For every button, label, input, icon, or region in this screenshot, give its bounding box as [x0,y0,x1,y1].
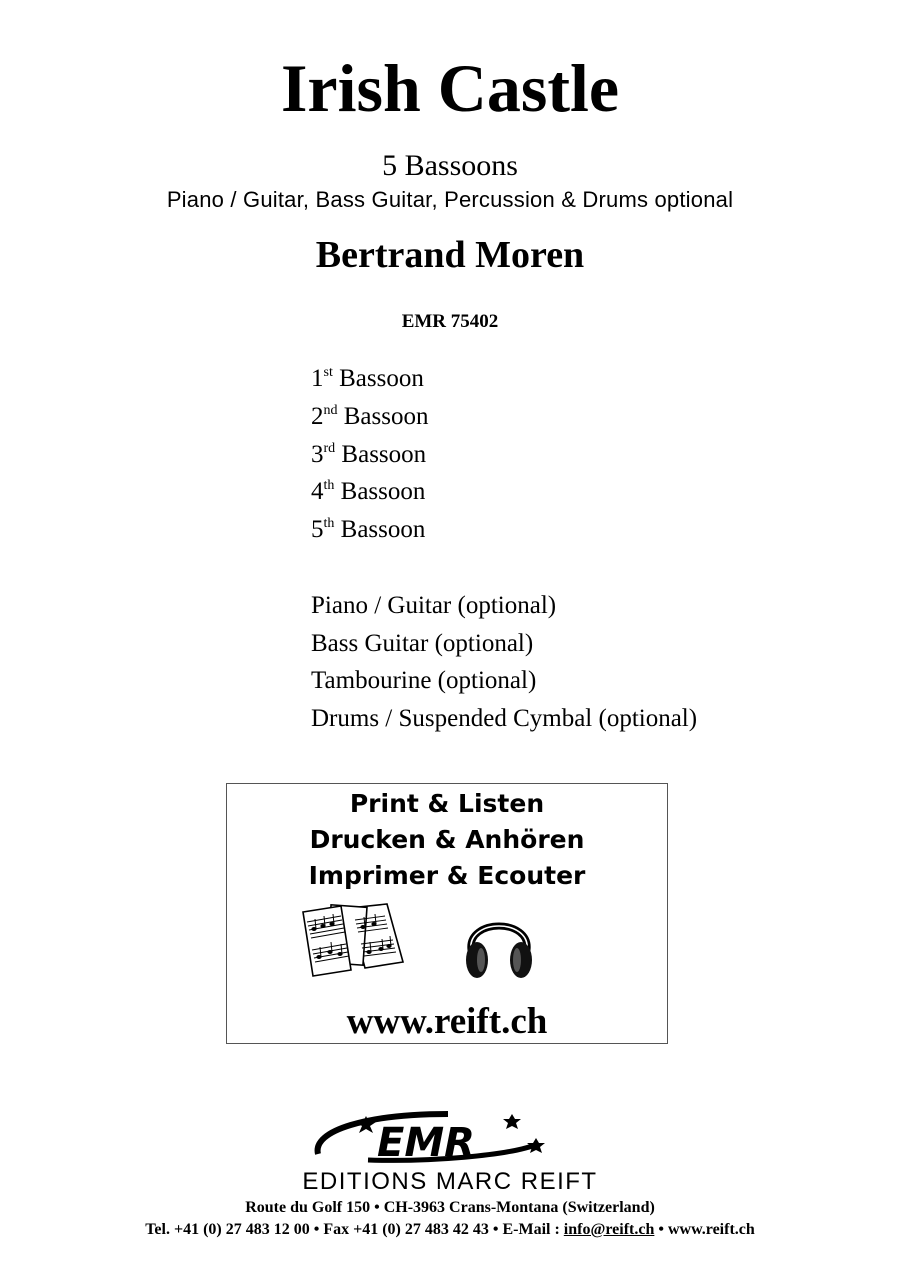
promo-line-german: Drucken & Anhören [309,825,585,854]
instrument-list [311,360,697,738]
catalog-number: EMR 75402 [401,311,499,332]
instrumentation-subtitle: 5 Bassoons [382,149,518,182]
list-item: 4th Bassoon [311,478,426,506]
list-item: Bass Guitar (optional) [311,629,534,657]
emr-logo [308,1108,548,1166]
page-title: Irish Castle [280,50,620,126]
list-item: 3rd Bassoon [311,440,427,468]
publisher-name: EDITIONS MARC REIFT [302,1168,598,1195]
list-item: Drums / Suspended Cymbal (optional) [311,705,698,733]
list-item: 1st Bassoon [311,365,424,392]
list-item: 5th Bassoon [311,516,426,544]
composer-name: Bertrand Moren [315,234,585,276]
promo-line-english: Print & Listen [349,789,545,818]
headphones-icon [463,904,535,982]
publisher-contact: Tel. +41 (0) 27 483 12 00 • Fax +41 (0) 27 483 42 43 • E-Mail : info@reift.ch • www.reift.ch [145,1221,755,1238]
publisher-address: Route du Golf 150 • CH-3963 Crans-Montana (Switzerland) [245,1199,655,1216]
list-item: Piano / Guitar (optional) [311,591,557,619]
list-spacer [311,549,697,587]
emr-logo-text: EMR [377,1120,475,1166]
optional-instruments-line: Piano / Guitar, Bass Guitar, Percussion & Drums optional [166,187,734,212]
email-link[interactable]: info@reift.ch [563,1221,655,1238]
promo-line-french: Imprimer & Ecouter [308,861,586,890]
website-link[interactable]: • www.reift.ch [654,1221,755,1238]
promo-website-link[interactable]: www.reift.ch [346,1001,548,1042]
list-item: Tambourine (optional) [311,667,537,695]
print-listen-box [226,783,668,1044]
list-item: 2nd Bassoon [311,402,429,430]
sheet-music-icon [299,902,411,982]
